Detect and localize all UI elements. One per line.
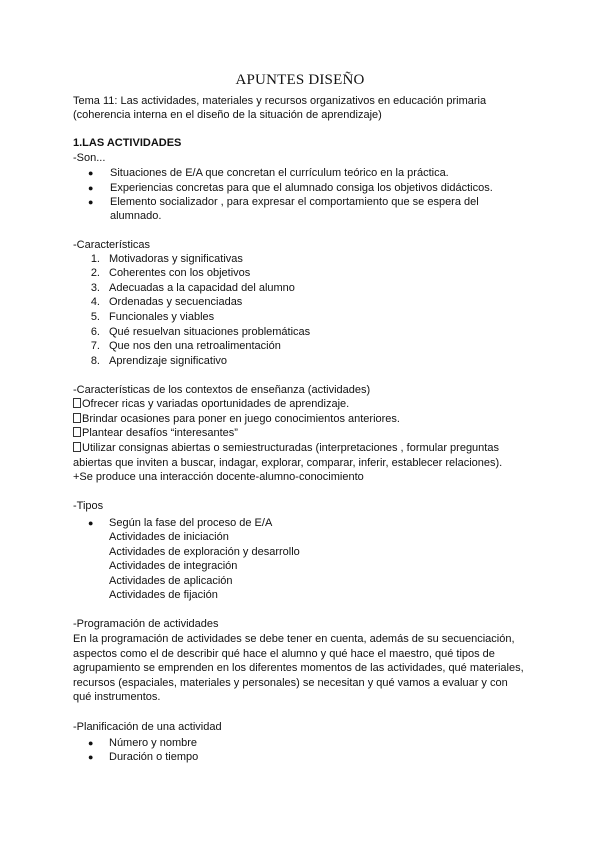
contexto-item: Ofrecer ricas y variadas oportunidades de aprendizaje. <box>73 397 349 411</box>
interaccion-line: +Se produce una interacción docente-alumno-conocimiento <box>73 471 364 483</box>
list-number: 7. <box>90 340 100 352</box>
caracteristica-item: Motivadoras y significativas <box>109 253 243 265</box>
bullet-icon: ● <box>88 738 94 748</box>
contexto-item: Utilizar consignas abiertas o semiestructuradas (interpretaciones , formular preguntas <box>73 441 499 455</box>
programacion-line: En la programación de actividades se debe tener en cuenta, además de su secuenciación, <box>73 633 515 645</box>
caracteristica-item: Funcionales y viables <box>109 311 215 323</box>
caracteristica-item: Aprendizaje significativo <box>109 355 228 367</box>
checkbox-square-icon <box>73 427 81 437</box>
tipo-subitem: Actividades de exploración y desarrollo <box>109 546 300 558</box>
son-label: -Son... <box>73 152 106 164</box>
subtitle-line-2: (coherencia interna en el diseño de la situación de aprendizaje) <box>73 109 382 121</box>
tipo-subitem: Actividades de iniciación <box>109 531 229 543</box>
list-number: 6. <box>90 326 100 338</box>
list-number: 5. <box>90 311 100 323</box>
contexto-item: Plantear desafíos “interesantes” <box>73 426 238 440</box>
list-number: 8. <box>90 355 100 367</box>
list-number: 3. <box>90 282 100 294</box>
son-item-3-continued: alumnado. <box>110 210 162 222</box>
planificacion-item: Duración o tiempo <box>109 751 199 763</box>
tipo-subitem: Actividades de fijación <box>109 589 218 601</box>
planificacion-item: Número y nombre <box>109 737 198 749</box>
list-number: 1. <box>90 253 100 265</box>
bullet-icon: ● <box>88 168 94 178</box>
tipos-label: -Tipos <box>73 500 104 512</box>
bullet-icon: ● <box>88 752 94 762</box>
programacion-label: -Programación de actividades <box>73 618 219 630</box>
caracteristica-item: Adecuadas a la capacidad del alumno <box>109 282 295 294</box>
checkbox-square-icon <box>73 398 81 408</box>
caracteristicas-label: -Características <box>73 239 151 251</box>
contexto-item: Brindar ocasiones para poner en juego conocimientos anteriores. <box>73 412 400 426</box>
planificacion-label: -Planificación de una actividad <box>73 721 222 733</box>
contexto-item-continued: abiertas que inviten a buscar, indagar, explorar, comparar, inferir, establecer relaciones). <box>73 457 503 469</box>
son-item-3: Elemento socializador , para expresar el comportamiento que se espera del <box>110 196 479 208</box>
programacion-line: aspectos como el de describir qué hace el alumno y qué hace el maestro, qué tipos de <box>73 648 495 660</box>
tipos-bullet: Según la fase del proceso de E/A <box>109 517 273 529</box>
section-heading-actividades: 1.LAS ACTIVIDADES <box>73 137 182 149</box>
son-item-1: Situaciones de E/A que concretan el currículum teórico en la práctica. <box>110 167 449 179</box>
programacion-line: qué instrumentos. <box>73 691 161 703</box>
programacion-line: recursos (espaciales, materiales y personales) se necesitan y qué vamos a evaluar y con <box>73 677 508 689</box>
son-item-2: Experiencias concretas para que el alumnado consiga los objetivos didácticos. <box>110 182 493 194</box>
contextos-label: -Características de los contextos de enseñanza (actividades) <box>73 384 371 396</box>
caracteristica-item: Que nos den una retroalimentación <box>109 340 281 352</box>
caracteristica-item: Qué resuelvan situaciones problemáticas <box>109 326 311 338</box>
tipo-subitem: Actividades de aplicación <box>109 575 233 587</box>
list-number: 4. <box>90 296 100 308</box>
checkbox-square-icon <box>73 413 81 423</box>
subtitle-line-1: Tema 11: Las actividades, materiales y recursos organizativos en educación primaria <box>73 95 487 107</box>
caracteristica-item: Ordenadas y secuenciadas <box>109 296 243 308</box>
page-title: APUNTES DISEÑO <box>235 72 365 88</box>
checkbox-square-icon <box>73 442 81 452</box>
bullet-icon: ● <box>88 197 94 207</box>
caracteristica-item: Coherentes con los objetivos <box>109 267 251 279</box>
tipo-subitem: Actividades de integración <box>109 560 238 572</box>
bullet-icon: ● <box>88 518 94 528</box>
programacion-line: agrupamiento se emprenden en los diferentes momentos de las actividades, qué materiales, <box>73 662 524 674</box>
bullet-icon: ● <box>88 183 94 193</box>
list-number: 2. <box>90 267 100 279</box>
